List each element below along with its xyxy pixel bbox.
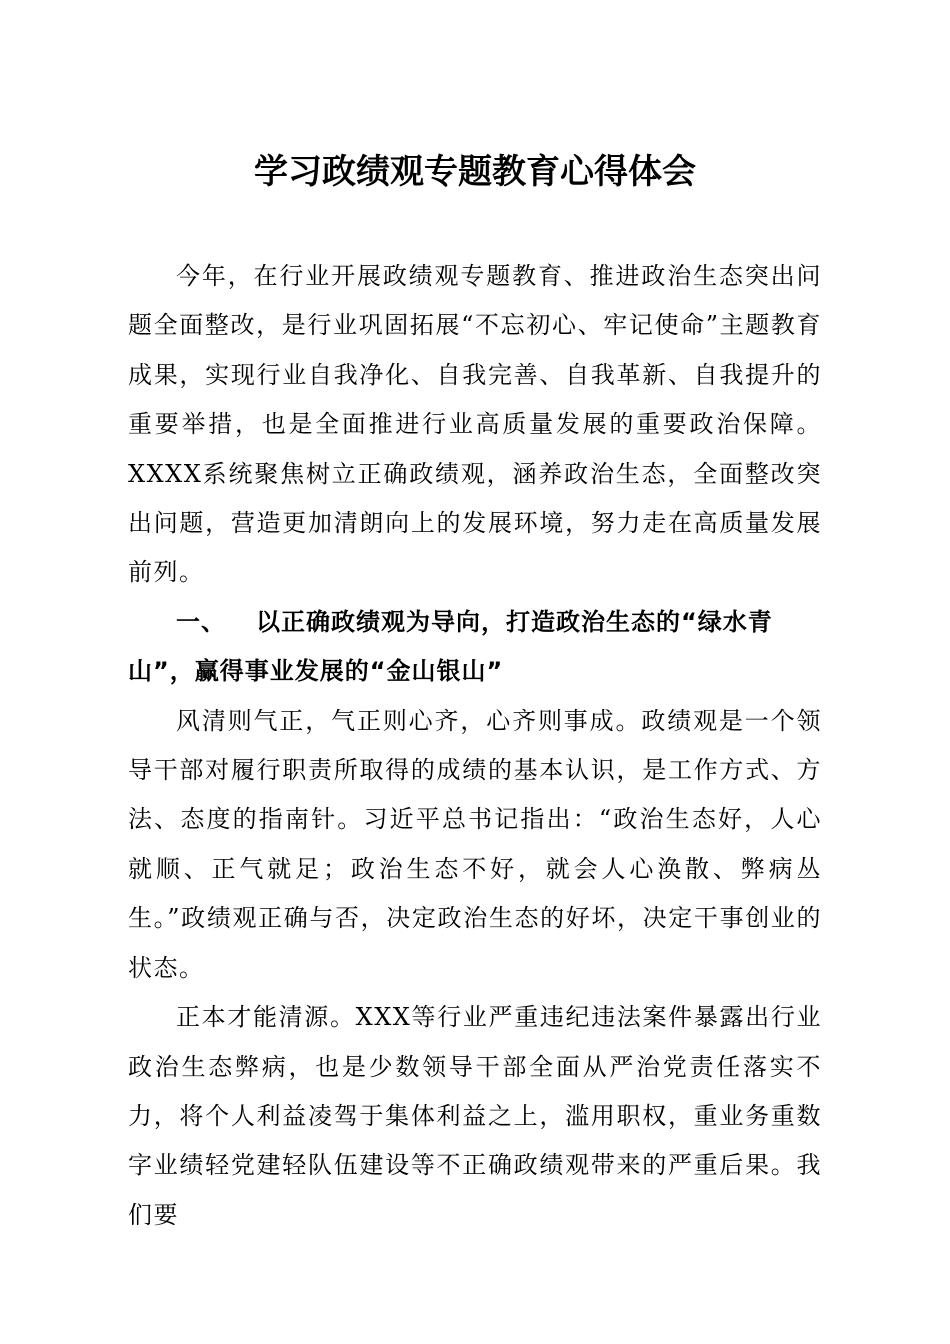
document-title: 学习政绩观专题教育心得体会 <box>254 152 696 192</box>
section-heading-text: 以正确政绩观为导向，打造政治生态的“绿水青山”，赢得事业发展的“金山银山” <box>128 607 773 686</box>
body-paragraph: 风清则气正，气正则心齐，心齐则事成。政绩观是一个领导干部对履行职责所取得的成绩的基本认识，是工作方式、方法、态度的指南针。习近平总书记指出：“政治生态好，人心就顺、正气就足；政治生态不好，就会人心涣散、弊病丛生。”政绩观正确与否，决定政治生态的好坏，决定干事创业的状态。 <box>128 706 822 982</box>
section-number: 一、 <box>176 607 226 636</box>
intro-paragraph: 今年，在行业开展政绩观专题教育、推进政治生态突出问题全面整改，是行业巩固拓展“不忘初心、牢记使命”主题教育成果，实现行业自我净化、自我完善、自我革新、自我提升的重要举措，也是全面推进行业高质量发展的重要政治保障。XXXX系统聚焦树立正确政绩观，涵养政治生态，全面整改突出问题，营造更加清朗向上的发展环境，努力走在高质量发展前列。 <box>128 262 822 587</box>
section-heading-1 <box>128 598 822 697</box>
body-paragraph: 正本才能清源。XXX等行业严重违纪违法案件暴露出行业政治生态弊病，也是少数领导干部全面从严治党责任落实不力，将个人利益凌驾于集体利益之上，滥用职权，重业务重数字业绩轻党建轻队伍建设等不正确政绩观带来的严重后果。我们要 <box>128 1003 822 1229</box>
document-body <box>128 252 822 1240</box>
